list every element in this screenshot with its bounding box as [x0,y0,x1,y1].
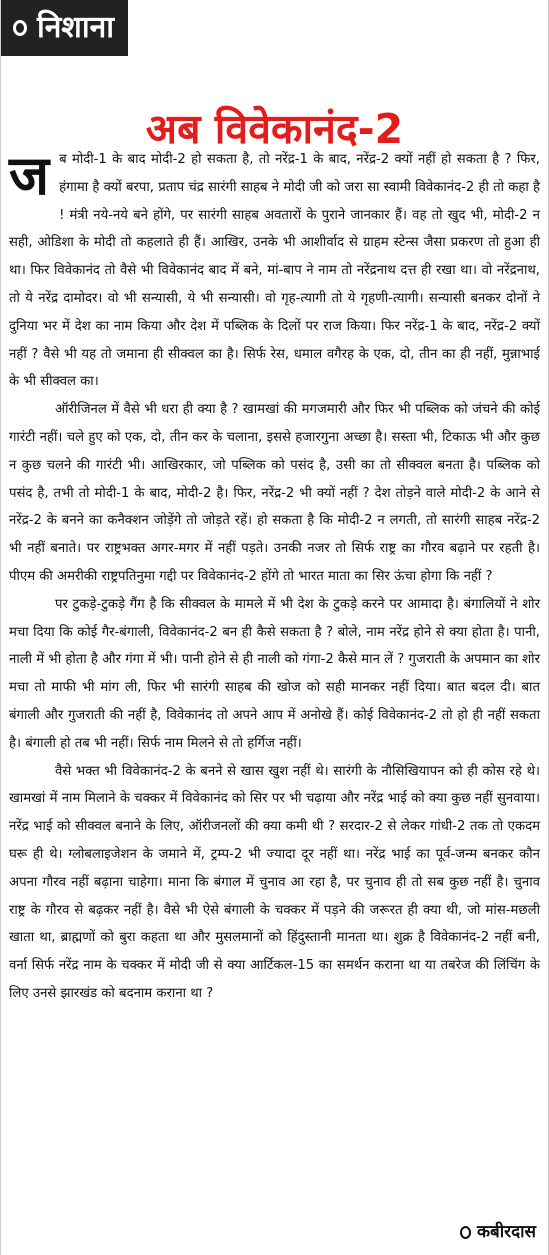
author-name: कबीरदास [476,1222,536,1242]
column-label: निशाना [37,10,115,45]
paragraph-1 [9,146,540,396]
circle-bullet-icon [460,1226,471,1239]
column-tag [1,0,128,56]
headline: अब विवेकानंद-2 [145,105,404,154]
paragraph-3: पर टुकड़े-टुकड़े गैंग है कि सीक्वल के मामले में भी देश के टुकड़े करने पर आमादा है। बंगालियों ने शोर मचा दिया कि कोई गैर-बंगाली, विवेकानंद-2 बन ही कैसे सकता है ? बोले, नाम नरेंद्र होने से क्या होता है। पानी, नाली में भी होता है और गंगा में भी। पानी होने से ही नाली को गंगा-2 कैसे मान लें ? गुजराती के अपमान का शोर मचा तो माफी भी मांग ली, फिर भी सारंगी साहब की खोज को सही मानकर नहीं दिया। बात बदल दी। बात बंगाली और गुजराती की नहीं है, विवेकानंद तो अपने आप में अनोखे हैं। कोई विवेकानंद-2 तो हो ही नहीं सकता है। बंगाली हो तब भी नहीं। सिर्फ नाम मिलने से तो हर्गिज नहीं। [9,596,540,751]
paragraph-4: वैसे भक्त भी विवेकानंद-2 के बनने से खास खुश नहीं थे। सारंगी के नौसिखियापन को ही कोस रहे थे। खामखां में नाम मिलाने के चक्कर में विवेकानंद को सिर पर भी चढ़ाया और नरेंद्र भाई को क्या कुछ नहीं सुनवाया। नरेंद्र भाई को सीक्वल बनाने के लिए, ऑरीजनलों की क्या कमी थी ? सरदार-2 से लेकर गांधी-2 तक तो एकदम घरू ही थे। ग्लोबलाइजेशन के जमाने में, ट्रम्प-2 भी ज्यादा दूर नहीं था। नरेंद्र भाई का पूर्व-जन्म बनकर कौन अपना गौरव नहीं बढ़ाना चाहेगा। माना कि बंगाल में चुनाव आ रहा है, पर चुनाव ही तो सब कुछ नहीं है। चुनाव राष्ट्र के गौरव से बढ़कर नहीं है। वैसे भी ऐसे बंगाली के चक्कर में पड़ने की जरूरत ही क्या थी, जो मांस-मछली खाता था, ब्राह्मणों को बुरा कहता था और मुसलमानों को हिंदुस्तानी मानता था। शुक्र है विवेकानंद-2 नहीं बनी, वर्ना सिर्फ नरेंद्र नाम के चक्कर में मोदी जी से क्या आर्टिकल-15 का समर्थन कराना था या तबरेज की लिंचिंग के लिए उनसे झारखंड को बदनाम कराना था ? [9,763,540,1001]
drop-cap: ज [9,144,50,207]
paragraph-2: ऑरीजिनल में वैसे भी धरा ही क्या है ? खामखां की मगजमारी और फिर भी पब्लिक को जंचने की कोई गारंटी नहीं। चले हुए को एक, दो, तीन कर के चलाना, इससे हजारगुना अच्छा है। सस्ता भी, टिकाऊ भी और कुछ न कुछ चलने की गारंटी भी। आखिरकार, जो पब्लिक को पसंद है, उसी का तो सीक्वल बनता है। पब्लिक को पसंद है, तभी तो मोदी-1 के बाद, मोदी-2 है। फिर, नरेंद्र-2 भी क्यों नहीं ? देश तोड़ने वाले मोदी-2 के आने से नरेंद्र-2 के बनने का कनैक्शन जोड़ेंगे तो जोड़ते रहें। हो सकता है कि मोदी-2 न लगती, तो सारंगी साहब नरेंद्र-2 भी नहीं बनाते। पर राष्ट्रभक्त अगर-मगर में नहीं पड़ते। उनकी नजर तो सिर्फ राष्ट्र का गौरव बढ़ाने पर रहती है। पीएम की अमरीकी राष्ट्रपतिनुमा गद्दी पर विवेकानंद-2 होंगे तो भारत माता का सिर ऊंचा होगा कि नहीं ? [9,402,540,584]
circle-bullet-icon [13,20,27,36]
author-byline [452,1220,536,1244]
article-body [9,146,540,1008]
paragraph-1-text: ब मोदी-1 के बाद मोदी-2 हो सकता है, तो नरेंद्र-1 के बाद, नरेंद्र-2 क्यों नहीं हो सकता है ? फिर, हंगामा है क्यों बरपा, प्रताप चंद्र सारंगी साहब ने मोदी जी को जरा सा स्वामी विवेकानंद-2 ही तो कहा है ! मंत्री नये-नये बने होंगे, पर सारंगी साहब अवतारों के पुराने जानकार हैं। वह तो खुद भी, मोदी-2 न सही, ओडिशा के मोदी तो कहलाते ही हैं। आखिर, उनके भी आशीर्वाद से ग्राहम स्टेन्स जैसा प्रकरण तो हुआ ही था। फिर विवेकानंद तो वैसे भी विवेकानंद बाद में बने, मां-बाप ने नाम तो नरेंद्रनाथ दत्त ही रखा था। वो नरेंद्रनाथ, तो ये नरेंद्र दामोदर। वो भी सन्यासी, ये भी सन्यासी। वो गृह-त्यागी तो ये गृहणी-त्यागी। सन्यासी बनकर दोनों ने दुनिया भर में देश का नाम किया और देश में पब्लिक के दिलों पर राज किया। फिर नरेंद्र-1 के बाद, नरेंद्र-2 क्यों नहीं ? वैसे भी यह तो जमाना ही सीक्वल का है। सिर्फ रेस, धमाल वगैरह के एक, दो, तीन का ही नहीं, मुन्नाभाई के भी सीक्वल का। [9,152,540,390]
